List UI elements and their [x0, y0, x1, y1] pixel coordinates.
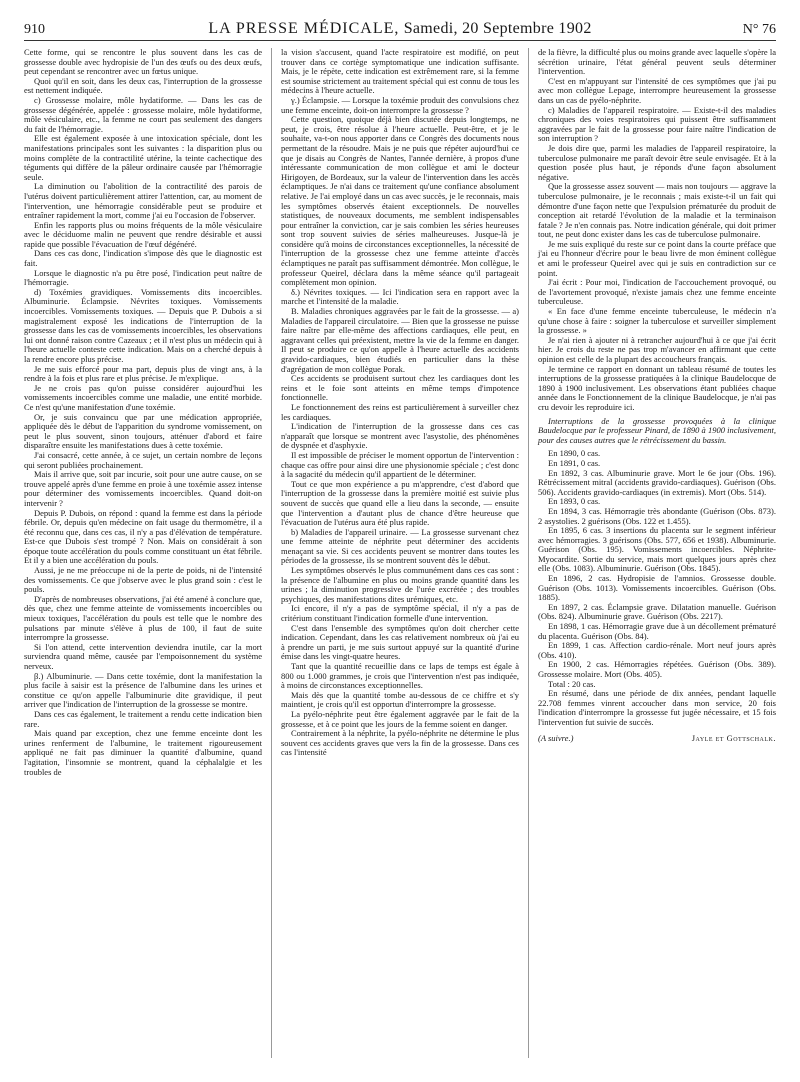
paragraph: La diminution ou l'abolition de la contractilité des parois de l'utérus doivent particulièrement attirer l'attention, car, au moment de l'intervention, une hémorragie considérable peut se produire et entraîner rapidement la mort, comme j'ai eu l'occasion de l'observer. [24, 181, 262, 221]
paragraph: Cette forme, qui se rencontre le plus souvent dans les cas de grossesse double avec hydropisie de l'un des œufs ou des deux œufs, peut cependant se rencontrer avec un fœtus unique. [24, 47, 262, 77]
paragraph: Enfin les rapports plus ou moins fréquents de la môle vésiculaire avec le déciduome malin ne peuvent que rendre désirable et aussi rapide que possible l'évacuation de l'œuf dégénéré. [24, 219, 262, 249]
paragraph: Mais dès que la quantité tombe au-dessous de ce chiffre et s'y maintient, je crois qu'il est opportun d'interrompre la grossesse. [281, 689, 519, 710]
paragraph: Mais il arrive que, soit par incurie, soit pour une autre cause, on se trouve appelé après d'une femme en proie à une toxémie assez intense pour déterminer des vomissements incoercibles. Quand doit-on intervenir ? [24, 469, 262, 508]
text-column-1 [24, 48, 262, 777]
paragraph: Les symptômes observés le plus communément dans ces cas sont : la présence de l'albumine en plus ou moins grande quantité dans les urines ; la diminution progressive de l'urée excrétée ; des troubles psychiques, des manifestations dites urémiques, etc. [281, 565, 519, 604]
paragraph: Je n'ai rien à ajouter ni à retrancher aujourd'hui à ce que j'ai écrit hier. Je crois du reste ne pas trop m'avancer en affirmant que cette opinion est celle de la plupart des accoucheurs français. [538, 334, 776, 364]
paragraph: J'ai consacré, cette année, à ce sujet, un certain nombre de leçons qui seront publiées prochainement. [24, 449, 262, 470]
issue-number: N° 76 [742, 22, 776, 37]
paragraph: Je dois dire que, parmi les maladies de l'appareil respiratoire, la tuberculose pulmonaire me paraît devoir être seule envisagée. Et à la question posée plus haut, je réponds d'une façon absolument négative. [538, 142, 776, 182]
paragraph: Elle est également exposée à une intoxication spéciale, dont les manifestations principales sont les suivantes : la disparition plus ou moins complète de la contractilité utérine, la teinte cachectique des téguments qui diffère de la pâleur ordinaire causée par l'hémorragie seule. [24, 133, 262, 182]
paragraph: L'indication de l'interruption de la grossesse dans ces cas n'apparaît que lorsque se montrent avec l'asystolie, des phénomènes de dyspnée et d'asphyxie. [281, 421, 519, 451]
paragraph: Mais quand par exception, chez une femme enceinte dont les urines renferment de l'albumine, le traitement rigoureusement appliqué ne fait pas diminuer la quantité d'albumine, quand l'agitation, l'insomnie se montrent, quand la céphalalgie et les troubles de [24, 728, 262, 777]
paragraph: Si l'on attend, cette intervention deviendra inutile, car la mort surviendra quand même, causée par l'empoisonnement du système nerveux. [24, 641, 262, 671]
paragraph: D'après de nombreuses observations, j'ai été amené à conclure que, dès que, chez une femme atteinte de vomissements incoercibles ou mieux toxiques, l'accélération du pouls est telle que le nombre des pulsations par minute s'élève à plus de 100, il faut de suite interrompre la grossesse. [24, 593, 262, 643]
paragraph: B. Maladies chroniques aggravées par le fait de la grossesse. — a) Maladies de l'appareil circulatoire. — Bien que la grossesse ne puisse faire naître par elle-même des affections cardiaques, elle peut, en aggravant celles qui préexistent, mettre la vie de la femme en danger. Il peut se produire ce qu'on appelle à l'heure actuelle des accidents gravido-cardiaques, bien étudiés en particulier dans la thèse d'agrégation de mon collègue Porak. [281, 306, 519, 374]
paragraph: Depuis P. Dubois, on répond : quand la femme est dans la période fébrile. Or, depuis qu'en médecine on fait usage du thermomètre, il a été reconnu que, dans ces cas, il n'y a pas d'élévation de température. Est-ce que Dubois s'est trompé ? Non. Mais on considérait à son époque toute accélération du pouls comme constituant un état fébrile. Et il y a bien une accélération du pouls. [24, 507, 262, 566]
case-list [538, 449, 776, 727]
paragraph: Lorsque le diagnostic n'a pu être posé, l'indication peut naître de l'hémorragie. [24, 267, 262, 288]
paragraph: Or, je suis convaincu que par une médication appropriée, appliquée dès le début de l'apparition du syndrome vomissement, on peut le plus souvent, sinon toujours, atténuer d'abord et faire disparaître ensuite les manifestations dues à cette toxémie. [24, 411, 262, 451]
paragraph: En 1899, 1 cas. Affection cardio-rénale. Mort neuf jours après (Obs. 410). [538, 640, 776, 660]
paragraph: c) Grossesse molaire, môle hydatiforme. — Dans les cas de grossesse dégénérée, appelée : grossesse molaire, môle hydatiforme, môle vésiculaire, etc., la femme ne court pas seulement des dangers du fait de l'hémorragie. [24, 94, 262, 134]
paragraph: de la fièvre, la difficulté plus ou moins grande avec laquelle s'opère la sécrétion urinaire, l'état général peuvent seuls déterminer l'intervention. [538, 47, 776, 77]
page-number: 910 [24, 22, 45, 37]
paragraph: En 1895, 6 cas. 3 insertions du placenta sur le segment inférieur avec hémorragies. 3 guérisons (Obs. 577, 656 et 1938). Albuminurie. Guérison (Obs. 195). Vomissements incoercibles. Néphrite-Myocardite. Sortie du service, mais mort quelques jours après chez elle (Obs. 1083). Albuminurie. Guérison (Obs. 1845). [538, 525, 776, 574]
authors: Jayle et Gottschalk. [691, 732, 776, 743]
to-be-continued: (A suivre.) [538, 732, 574, 743]
paragraph: « En face d'une femme enceinte tuberculeuse, le médecin n'a qu'une chose à faire : soigner la tuberculose et surveiller simplement la grossesse. » [538, 306, 776, 336]
paragraph: δ.) Névrites toxiques. — Ici l'indication sera en rapport avec la marche et l'intensité de la maladie. [281, 286, 519, 307]
paragraph: En 1891, 0 cas. [548, 457, 601, 468]
paragraph: Je ne crois pas qu'on puisse considérer aujourd'hui les vomissements incoercibles comme une maladie, une entité morbide. Ce n'est qu'une manifestation d'une toxémie. [24, 382, 262, 412]
paragraph: Il est impossible de préciser le moment opportun de l'intervention : chaque cas offre pour ainsi dire une physionomie spéciale ; c'est donc à la sagacité du médecin qu'il appartient de le déterminer. [281, 449, 519, 480]
paragraph: Que la grossesse assez souvent — mais non toujours — aggrave la tuberculose pulmonaire, je le reconnais ; mais existe-t-il un fait qui démontre d'une façon nette que l'expulsion prématurée du produit de conception ait retardé l'évolution de la maladie et la terminaison fatale ? Je n'en connais pas. Notre indication générale, qui doit primer tout, ne peut donc exister dans les cas de tuberculose pulmonaire. [538, 181, 776, 240]
running-title [24, 20, 776, 38]
paragraph: En 1897, 2 cas. Éclampsie grave. Dilatation manuelle. Guérison (Obs. 824). Albuminurie grave. Guérison (Obs. 2217). [538, 601, 776, 622]
paragraph: b) Maladies de l'appareil urinaire. — La grossesse survenant chez une femme atteinte de néphrite peut déterminer des accidents menaçant sa vie. Si ces accidents peuvent se montrer dans toutes les périodes de la grossesse, ils se montrent souvent dès le début. [281, 526, 519, 566]
paragraph: Dans ces cas également, le traitement a rendu cette indication bien rare. [24, 708, 262, 729]
paragraph: Je termine ce rapport en donnant un tableau résumé de toutes les interruptions de la grossesse pratiquées à la clinique Baudelocque de 1890 à 1900 inclusivement. Les observations étant publiées chaque année dans le Fonctionnement de la clinique Baudelocque, je n'ai pas cru devoir les reproduire ici. [538, 363, 776, 412]
paragraph: En 1896, 2 cas. Hydropisie de l'amnios. Grossesse double. Guérison (Obs. 1013). Vomissements incoercibles. Guérison (Obs. 1885). [538, 573, 776, 603]
paragraph: β.) Albuminurie. — Dans cette toxémie, dont la manifestation la plus facile à saisir est la présence de l'albumine dans les urines et constitue ce qu'on appelle l'albuminurie dite gravidique, il peut arriver que l'indication de l'interruption de la grossesse se montre. [24, 670, 262, 710]
paragraph: Contrairement à la néphrite, la pyélo-néphrite ne détermine le plus souvent ces accidents graves que vers la fin de la grossesse. Dans ces cas l'intensité [281, 728, 519, 758]
paragraph: En 1893, 0 cas. [548, 496, 601, 507]
paragraph: Ici encore, il n'y a pas de symptôme spécial, il n'y a pas de critérium constituant l'indication formelle d'une intervention. [281, 603, 519, 624]
publication-name: LA PRESSE MÉDICALE, [208, 20, 400, 37]
text-column-2 [281, 48, 519, 758]
column-divider [528, 48, 529, 1058]
paragraph: Quoi qu'il en soit, dans les deux cas, l'interruption de la grossesse est nettement indiquée. [24, 75, 262, 96]
issue-date: Samedi, 20 Septembre 1902 [403, 20, 592, 37]
paragraph: γ.) Éclampsie. — Lorsque la toxémie produit des convulsions chez une femme enceinte, doit-on interrompre la grossesse ? [281, 94, 519, 115]
paragraph: C'est dans l'ensemble des symptômes qu'on doit chercher cette indication. Cependant, dans les cas relativement nombreux où j'ai eu à prendre un parti, je me suis surtout appuyé sur la quantité d'urine émise dans les vingt-quatre heures. [281, 622, 519, 662]
paragraph: Tant que la quantité recueillie dans ce laps de temps est égale à 800 ou 1.000 grammes, je crois que l'intervention n'est pas indiquée, à moins de circonstances exceptionnelles. [281, 661, 519, 691]
running-header [24, 8, 776, 38]
paragraph: la vision s'accusent, quand l'acte respiratoire est modifié, on peut trouver dans ce cortège symptomatique une indication suffisante. Mais, je le répète, cette indication est extrêmement rare, si la femme est soumise strictement au traitement spécial qui est connu de tous les médecins à l'heure actuelle. [281, 47, 519, 96]
paragraph: Total : 20 cas. [548, 678, 596, 689]
paragraph: En 1892, 3 cas. Albuminurie grave. Mort le 6e jour (Obs. 196). Rétrécissement mitral (accidents gravido-cardiaques). Guérison (Obs. 506). Accidents gravido-cardiaques (in extremis). Mort (Obs. 514). [538, 467, 776, 497]
header-rule [24, 40, 776, 41]
paragraph: En 1890, 0 cas. [548, 448, 601, 459]
paragraph: Je me suis expliqué du reste sur ce point dans la courte préface que j'ai eu l'honneur d'écrire pour le beau livre de mon éminent collègue et ami le professeur Queirel avec qui je suis en contradiction sur ce point. [538, 238, 776, 278]
paragraph: c) Maladies de l'appareil respiratoire. — Existe-t-il des maladies chroniques des voies respiratoires qui puissent être suffisamment aggravées par le fait de la grossesse pour faire naître l'indication de son interruption ? [538, 104, 776, 144]
paragraph: En 1900, 2 cas. Hémorragies répétées. Guérison (Obs. 389). Grossesse molaire. Mort (Obs. 405). [538, 659, 776, 679]
table-caption: Interruptions de la grossesse provoquées à la clinique Baudelocque par le professeur Pinard, de 1890 à 1900 inclusivement, pour des causes autres que le rétrécissement du bassin. [538, 415, 776, 445]
paragraph: En 1898, 1 cas. Hémorragie grave due à un décollement prématuré du placenta. Guérison (Obs. 84). [538, 621, 776, 641]
paragraph: C'est en m'appuyant sur l'intensité de ces symptômes que j'ai pu avec mon collègue Lepage, interrompre heureusement la grossesse dans un cas de pyélo-néphrite. [538, 75, 776, 105]
paragraph: Tout ce que mon expérience a pu m'apprendre, c'est d'abord que l'interruption de la grossesse dans la première moitié est suivie plus souvent de succès que quand elle a lieu dans la seconde, — ensuite que l'intervention a d'autant plus de chance d'être heureuse que l'évacuation de l'utérus aura été plus rapide. [281, 478, 519, 528]
signature-line [538, 734, 776, 744]
paragraph: Le fonctionnement des reins est particulièrement à surveiller chez les cardiaques. [281, 401, 519, 422]
paragraph: En résumé, dans une période de dix années, pendant laquelle 22.708 femmes vinrent accoucher dans mon service, 20 fois l'indication d'interrompre la grossesse fut jugée nécessaire, et 15 fois l'intervention fut suivie de succès. [538, 688, 776, 727]
paragraph: Cette question, quoique déjà bien discutée depuis longtemps, ne peut, je crois, être résolue à l'heure actuelle. Peut-être, et je le souhaite, va-t-on nous apporter dans ce Congrès des documents nous permettant de la résoudre. Mais je ne puis que répéter aujourd'hui ce que je disais au Congrès de Nantes, l'année dernière, à propos d'une intéressante communication de mon collègue et ami le docteur Hirigoyen, de Bordeaux, sur la valeur de l'intervention dans les accès éclamptiques. Je n'ai dans ce traitement qu'une confiance absolument relative. Je l'ai employé dans un cas avec succès, je le reconnais, mais les symptômes observés étaient exceptionnels. De nouvelles statistiques, de nouveaux documents, me semblent indispensables pour entraîner la conviction, car je sais combien les séries heureuses sont trop souvent suivies de séries malheureuses. Jusque-là je considère qu'à moins de circonstances exceptionnelles, la nécessité de l'interruption de la grossesse chez une femme atteinte d'accès éclamptiques ne paraît pas suffisamment démontrée. Mon collègue, le professeur Queirel, déclara dans la même séance qu'il partageait complètement mon opinion. [281, 114, 519, 288]
paragraph: Ces accidents se produisent surtout chez les cardiaques dont les reins et le foie sont atteints en même temps d'impotence fonctionnelle. [281, 373, 519, 403]
paragraph: d) Toxémies gravidiques. Vomissements dits incoercibles. Albuminurie. Éclampsie. Névrites toxiques. Vomissements incoercibles. Vomissements toxiques. — Depuis que P. Dubois a si magistralement exposé les indications de l'interruption de la grossesse dans les cas de vomissements incoercibles, les observations lui ont donné raison contre Cazeaux ; et il n'est plus un médecin qui à l'heure actuelle conteste cette indication. Mais on a cherché depuis à la rendre encore plus précise. [24, 286, 262, 364]
text-column-3 [538, 48, 776, 743]
column-divider [271, 48, 272, 1058]
paragraph: Je me suis efforcé pour ma part, depuis plus de vingt ans, à la rendre à la fois et plus rare et plus précise. Je m'explique. [24, 363, 262, 384]
paragraph: Dans ces cas donc, l'indication s'impose dès que le diagnostic est fait. [24, 248, 262, 269]
paragraph: Aussi, je ne me préoccupe ni de la perte de poids, ni de l'intensité des vomissements. Ce que j'observe avec le plus grand soin : c'est le pouls. [24, 565, 262, 595]
paragraph: La pyélo-néphrite peut être également aggravée par le fait de la grossesse, et à ce point que les jours de la femme soient en danger. [281, 708, 519, 729]
column-3-body [538, 48, 776, 413]
paragraph: En 1894, 3 cas. Hémorragie très abondante (Guérison (Obs. 873). 2 asystolies. 2 guérisons (Obs. 122 et 1.455). [538, 505, 776, 526]
paragraph: J'ai écrit : Pour moi, l'indication de l'accouchement provoqué, ou de l'avortement provoqué, n'existe jamais chez une femme enceinte tuberculeuse. [538, 277, 776, 307]
